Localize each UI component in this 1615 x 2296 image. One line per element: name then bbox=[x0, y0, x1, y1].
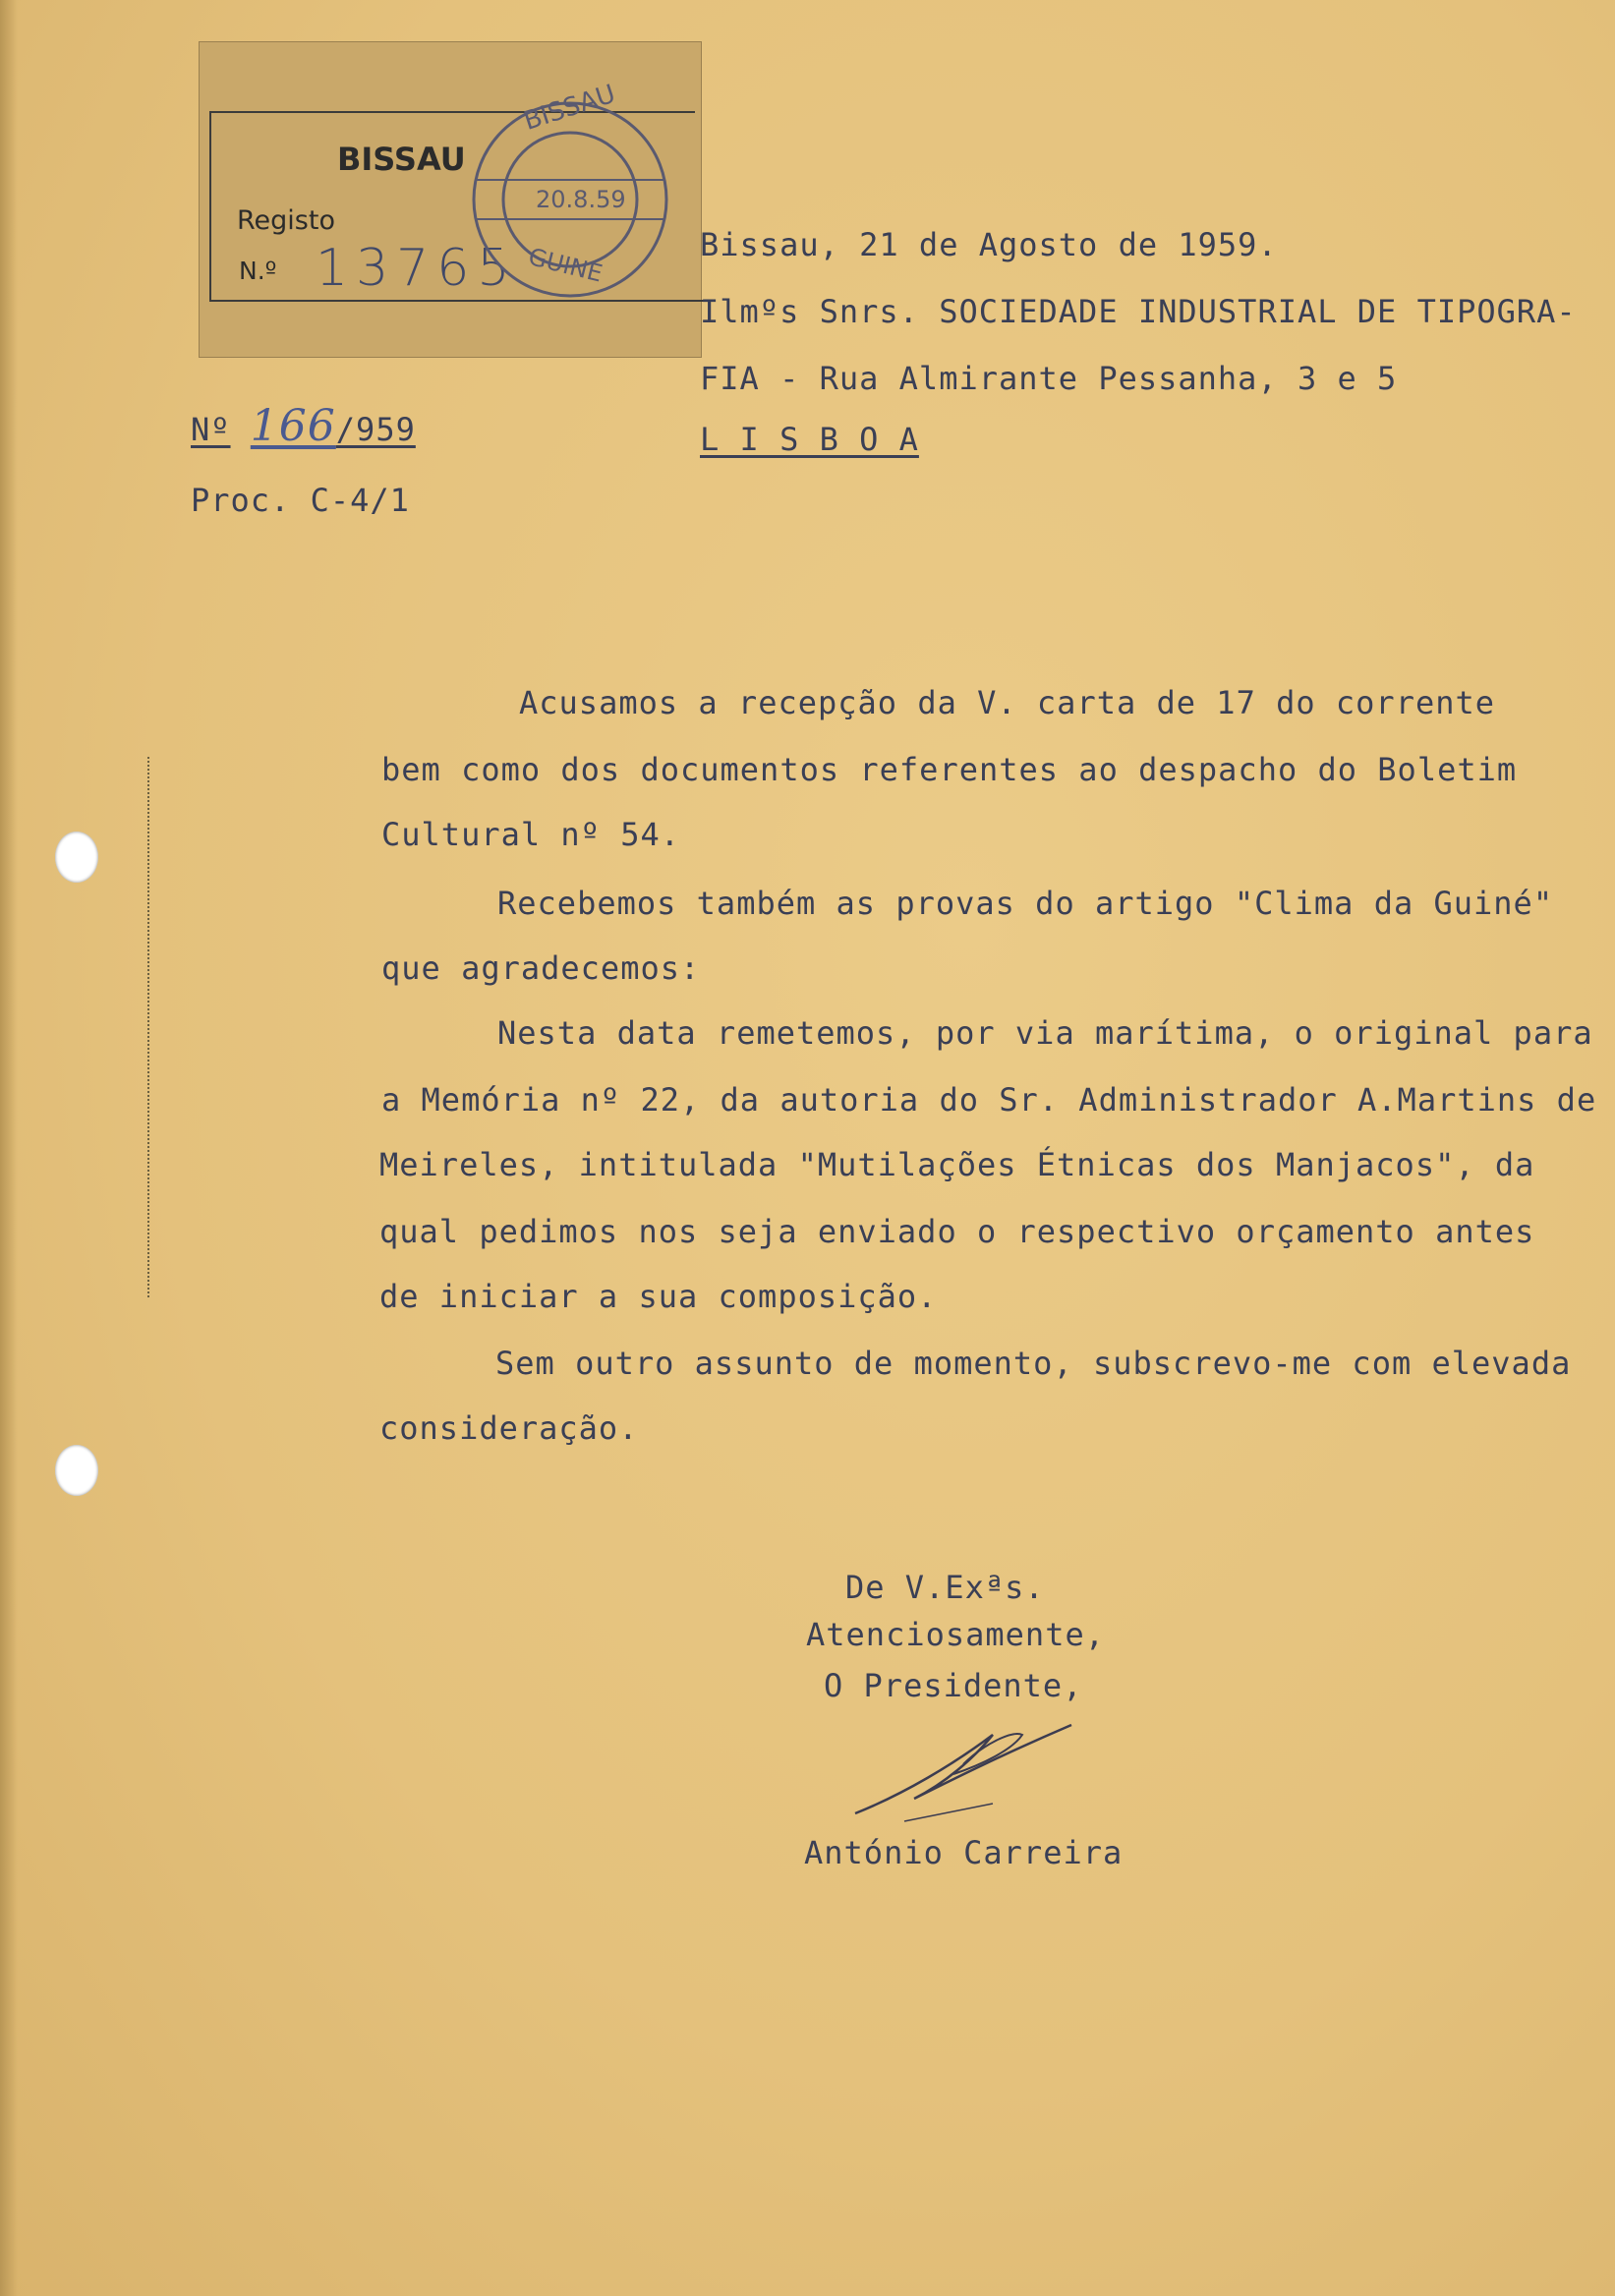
stamp-number-label: N.º bbox=[239, 257, 277, 285]
body-line: consideração. bbox=[379, 1409, 639, 1447]
svg-text:GUINÉ: GUINÉ bbox=[525, 242, 606, 288]
body-line: Nesta data remetemos, por via marítima, o original para bbox=[497, 1014, 1593, 1052]
postmark-seal bbox=[457, 72, 683, 308]
closing-line-3: O Presidente, bbox=[824, 1667, 1083, 1704]
svg-text:BISSAU: BISSAU bbox=[520, 79, 619, 137]
stamp-registo-label: Registo bbox=[237, 205, 335, 236]
process-reference: Proc. C-4/1 bbox=[191, 482, 410, 519]
body-line: Cultural nº 54. bbox=[381, 816, 680, 853]
body-line: Recebemos também as provas do artigo "Clima da Guiné" bbox=[497, 885, 1554, 922]
handwritten-signature bbox=[845, 1705, 1081, 1833]
addressee-line-2: FIA - Rua Almirante Pessanha, 3 e 5 bbox=[700, 360, 1398, 397]
reference-number bbox=[191, 401, 416, 451]
body-line: que agradecemos: bbox=[381, 949, 701, 987]
page-edge-shadow bbox=[0, 0, 18, 2296]
stamp-left-rule bbox=[209, 111, 211, 302]
svg-text:20.8.59: 20.8.59 bbox=[536, 186, 626, 213]
reference-handwritten-number: 166 bbox=[250, 401, 336, 451]
closing-line-1: De V.Exªs. bbox=[845, 1569, 1045, 1606]
punch-hole-top bbox=[55, 832, 98, 883]
punch-hole-bottom bbox=[55, 1445, 98, 1496]
signatory-name: António Carreira bbox=[804, 1834, 1124, 1871]
body-line: bem como dos documentos referentes ao despacho do Boletim bbox=[381, 751, 1518, 788]
dotted-margin-line bbox=[147, 757, 151, 1297]
date-line: Bissau, 21 de Agosto de 1959. bbox=[700, 226, 1278, 263]
reference-year: /959 bbox=[335, 411, 416, 448]
body-line: Meireles, intitulada "Mutilações Étnicas dos Manjacos", da bbox=[379, 1146, 1535, 1183]
body-line: Sem outro assunto de momento, subscrevo-me com elevada bbox=[495, 1345, 1572, 1382]
registration-stamp bbox=[199, 41, 702, 358]
body-line: de iniciar a sua composição. bbox=[379, 1278, 938, 1315]
reference-prefix: Nº bbox=[191, 411, 231, 448]
body-line: Acusamos a recepção da V. carta de 17 do corrente bbox=[519, 684, 1496, 721]
stamp-city: BISSAU bbox=[337, 141, 466, 178]
stamp-register-number: 13765 bbox=[316, 239, 518, 298]
body-line: a Memória nº 22, da autoria do Sr. Administrador A.Martins de bbox=[381, 1081, 1597, 1119]
addressee-line-1: Ilmºs Snrs. SOCIEDADE INDUSTRIAL DE TIPOGRA- bbox=[700, 293, 1577, 330]
body-line: qual pedimos nos seja enviado o respectivo orçamento antes bbox=[379, 1213, 1535, 1250]
closing-line-2: Atenciosamente, bbox=[806, 1616, 1105, 1653]
addressee-city: L I S B O A bbox=[700, 421, 919, 458]
